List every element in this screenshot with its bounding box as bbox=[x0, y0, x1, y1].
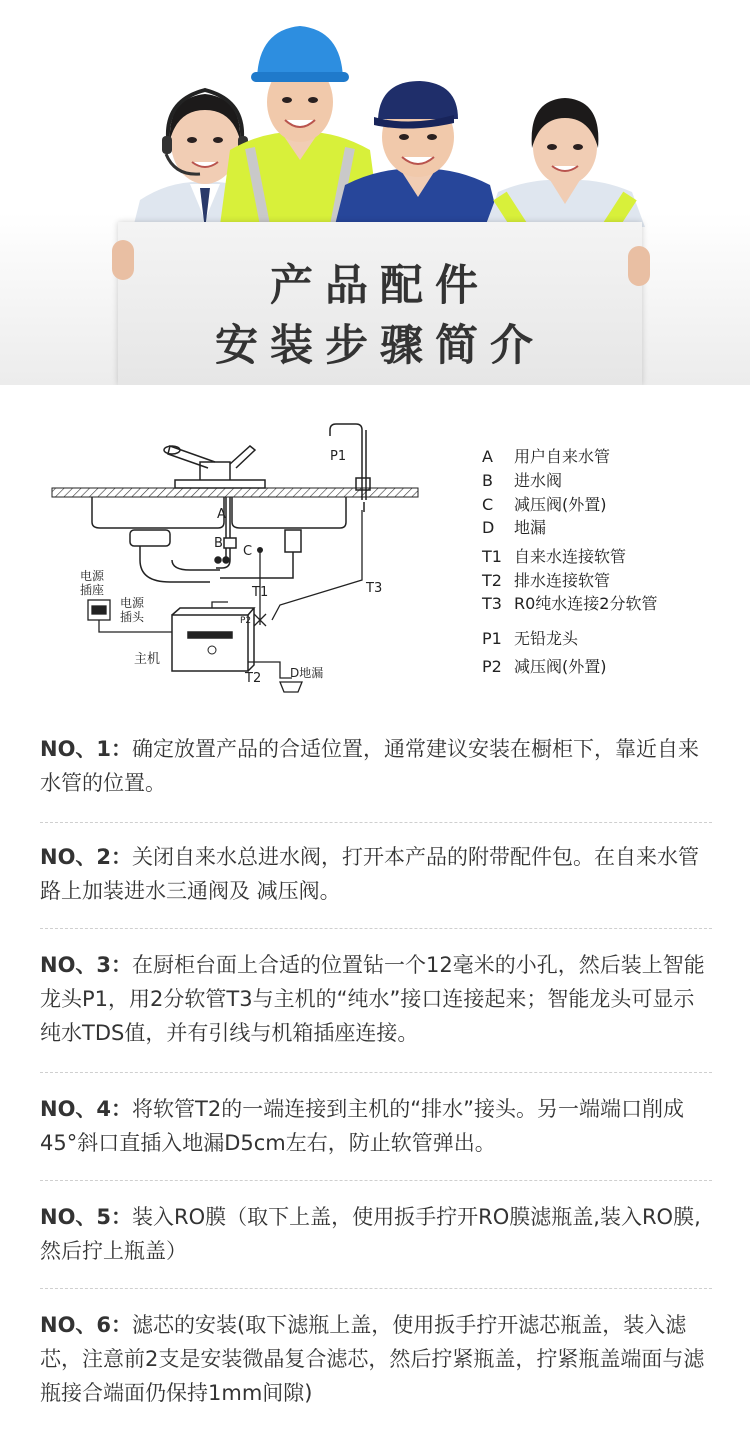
hero-banner bbox=[0, 0, 750, 385]
hand-right bbox=[628, 246, 650, 286]
label-power-socket-2: 插座 bbox=[80, 583, 105, 597]
step-divider bbox=[40, 928, 712, 929]
label-p2: P2 bbox=[240, 616, 252, 626]
label-c: C bbox=[243, 544, 253, 559]
legend-item: P2 减压阀(外置) bbox=[482, 657, 607, 676]
step-divider bbox=[40, 822, 712, 823]
legend-item: T1 自来水连接软管 bbox=[482, 547, 627, 566]
purified-faucet-p1 bbox=[330, 424, 370, 512]
label-t2: T2 bbox=[245, 671, 262, 686]
hand-left bbox=[112, 240, 134, 280]
worker-photo-3 bbox=[330, 75, 505, 225]
legend-item: A 用户自来水管 bbox=[482, 447, 611, 466]
title-board bbox=[118, 222, 642, 385]
worker-photo-4 bbox=[480, 92, 650, 227]
step-divider bbox=[40, 1180, 712, 1181]
title-line-1: 产品配件 bbox=[270, 261, 490, 311]
label-power-plug-1: 电源 bbox=[120, 596, 145, 610]
legend-item: P1 无铅龙头 bbox=[482, 629, 579, 648]
legend-item: C 减压阀(外置) bbox=[482, 495, 607, 514]
label-host: 主机 bbox=[134, 652, 161, 667]
step-4: NO、4：将软管T2的一端连接到主机的“排水”接头。另一端端口削成45°斜口直插入地漏D5cm左右，防止软管弹出。 bbox=[40, 1097, 684, 1155]
label-p1: P1 bbox=[330, 449, 347, 464]
tube-t3 bbox=[272, 510, 362, 620]
step-3: NO、3：在厨柜台面上合适的位置钻一个12毫米的小孔，然后装上智能龙头P1，用2分软管T3与主机的“纯水”接口连接起来；智能龙头可显示纯水TDS值，并有引线与机箱插座连接。 bbox=[40, 953, 705, 1045]
label-a: A bbox=[217, 507, 226, 522]
step-1: NO、1：确定放置产品的合适位置，通常建议安装在橱柜下，靠近自来水管的位置。 bbox=[40, 737, 700, 795]
legend-item: T3 R0纯水连接2分软管 bbox=[482, 594, 658, 613]
step-6: NO、6：滤芯的安装(取下滤瓶上盖，使用扳手拧开滤芯瓶盖，装入滤芯，注意前2支是安装微晶复合滤芯，然后拧紧瓶盖，拧紧瓶盖端面与滤瓶接合端面仍保持1mm间隙) bbox=[40, 1313, 705, 1405]
label-t1: T1 bbox=[252, 585, 269, 600]
step-2: NO、2：关闭自来水总进水阀，打开本产品的附带配件包。在自来水管路上加装进水三通阀及 减压阀。 bbox=[40, 845, 700, 903]
label-d: D地漏 bbox=[290, 666, 324, 680]
legend-item: D 地漏 bbox=[482, 518, 547, 537]
kitchen-faucet bbox=[164, 446, 265, 488]
label-t3: T3 bbox=[366, 581, 383, 596]
legend-item: B 进水阀 bbox=[482, 471, 563, 490]
label-power-plug-2: 插头 bbox=[120, 610, 145, 624]
step-divider bbox=[40, 1072, 712, 1073]
label-b: B bbox=[214, 536, 223, 551]
installation-diagram bbox=[40, 410, 440, 700]
step-5: NO、5：装入RO膜（取下上盖，使用扳手拧开RO膜滤瓶盖,装入RO膜,然后拧上瓶盖） bbox=[40, 1205, 701, 1263]
title-line-2: 安装步骤简介 bbox=[215, 321, 545, 371]
step-divider bbox=[40, 1288, 712, 1289]
label-power-socket-1: 电源 bbox=[80, 569, 105, 583]
legend-item: T2 排水连接软管 bbox=[482, 571, 611, 590]
floor-drain-d bbox=[280, 682, 302, 692]
